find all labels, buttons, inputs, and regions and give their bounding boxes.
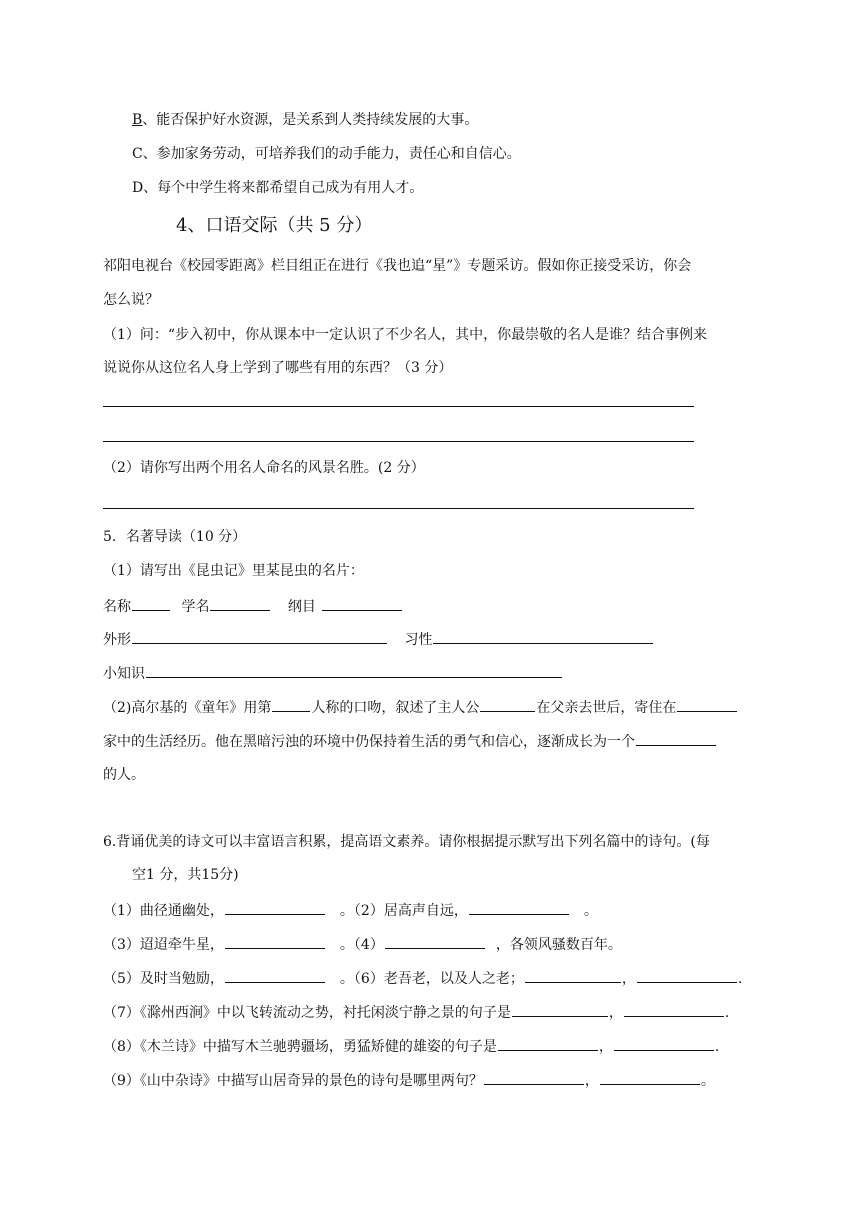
q6-intro-line1: 6.背诵优美的诗文可以丰富语言积累，提高语文素养。请你根据提示默写出下列名篇中的诗句。(每 <box>103 834 710 850</box>
grow-blank[interactable] <box>636 731 716 746</box>
q5-part2-text: 家中的生活经历。他在黑暗污浊的环境中仍保持着生活的勇气和信心，逐渐成长为一个 <box>103 734 635 750</box>
poem-blank[interactable] <box>385 934 485 949</box>
answer-line[interactable] <box>103 441 694 442</box>
q6-item-1-2 <box>103 900 598 921</box>
q6-item-5-6 <box>103 968 742 989</box>
poem-blank[interactable] <box>469 900 569 915</box>
habit-label: 习性 <box>404 632 433 648</box>
habit-blank[interactable] <box>433 629 653 644</box>
insect-card-row1 <box>103 596 403 617</box>
q4-title: 4、口语交际（共 5 分） <box>176 215 373 236</box>
q6-text: . <box>737 971 743 987</box>
q6-text: ，各领风骚数百年。 <box>495 937 622 953</box>
q6-text: （5）及时当勉励， <box>103 971 224 987</box>
shape-blank[interactable] <box>132 629 387 644</box>
protagonist-blank[interactable] <box>480 697 535 712</box>
q5-part2-line2 <box>103 731 717 752</box>
q5-part2-text: （2)高尔基的《童年》用第 <box>103 700 272 716</box>
q6-text: 。（4） <box>339 937 384 953</box>
q6-text: ， <box>621 971 636 987</box>
scientific-name-label: 学名 <box>181 599 210 615</box>
poem-blank[interactable] <box>614 1036 714 1051</box>
poem-blank[interactable] <box>225 968 325 983</box>
q4-intro-line1: 祁阳电视台《校园零距离》栏目组正在进行《我也追“星”》专题采访。假如你正接受采访，你会 <box>103 258 692 274</box>
option-d: D、每个中学生将来都希望自己成为有用人才。 <box>132 180 424 196</box>
q5-part2-line3: 的人。 <box>103 767 145 783</box>
q6-text: 。 <box>583 903 598 919</box>
order-label: 纲目 <box>287 599 316 615</box>
q4-part1-line1: （1）问：“步入初中，你从课本中一定认识了不少名人，其中，你最崇敬的名人是谁？结合事例来 <box>103 327 708 343</box>
poem-blank[interactable] <box>600 1070 700 1085</box>
poem-blank[interactable] <box>512 1002 608 1017</box>
q5-part1: （1）请写出《昆虫记》里某昆虫的名片： <box>103 563 364 579</box>
tip-blank[interactable] <box>146 663 562 678</box>
poem-blank[interactable] <box>637 968 737 983</box>
q5-part2-text: 人称的口吻，叙述了主人公 <box>311 700 480 716</box>
option-c: C、参加家务劳动，可培养我们的动手能力，责任心和自信心。 <box>132 146 521 162</box>
q4-intro-line2: 怎么说？ <box>103 292 159 308</box>
poem-blank[interactable] <box>498 1036 598 1051</box>
poem-blank[interactable] <box>225 900 325 915</box>
poem-blank[interactable] <box>525 968 621 983</box>
q5-part2-line1 <box>103 697 738 718</box>
q6-text: 。（6）老吾老，以及人之老； <box>339 971 524 987</box>
q6-text: ， <box>584 1073 599 1089</box>
person-blank[interactable] <box>272 697 310 712</box>
poem-blank[interactable] <box>624 1002 724 1017</box>
q6-item-8 <box>103 1036 719 1057</box>
q6-text: 。 <box>700 1073 715 1089</box>
family-blank[interactable] <box>677 697 737 712</box>
tip-label: 小知识 <box>103 666 145 682</box>
q6-text: （3）迢迢牵牛星， <box>103 937 224 953</box>
answer-line[interactable] <box>103 508 694 509</box>
q6-text: ， <box>598 1039 613 1055</box>
answer-line[interactable] <box>103 406 694 407</box>
option-b <box>132 110 478 130</box>
q6-text: （1）曲径通幽处， <box>103 903 224 919</box>
q6-text: 。（2）居高声自远， <box>339 903 468 919</box>
poem-blank[interactable] <box>484 1070 584 1085</box>
q5-part2-text: 在父亲去世后，寄住在 <box>536 700 677 716</box>
q6-item-9 <box>103 1070 715 1091</box>
scientific-name-blank[interactable] <box>210 596 270 611</box>
insect-card-row2 <box>103 629 654 650</box>
name-blank[interactable] <box>132 596 170 611</box>
q4-part1-line2: 说说你从这位名人身上学到了哪些有用的东西？（3 分） <box>103 360 453 376</box>
shape-label: 外形 <box>103 632 131 648</box>
q6-text: （9）《山中杂诗》中描写山居奇异的景色的诗句是哪里两句？ <box>103 1073 483 1089</box>
order-blank[interactable] <box>322 596 402 611</box>
q6-item-3-4 <box>103 934 622 955</box>
poem-blank[interactable] <box>225 934 325 949</box>
q6-text: . <box>714 1039 720 1055</box>
q6-text: ， <box>608 1005 623 1021</box>
q4-part2: （2）请你写出两个用名人命名的风景名胜。(2 分） <box>103 460 425 476</box>
q5-title: 5．名著导读（10 分） <box>103 529 247 545</box>
option-b-text: 、能否保护好水资源，是关系到人类持续发展的大事。 <box>142 112 479 128</box>
q6-text: . <box>724 1005 730 1021</box>
q6-text: （7）《滁州西涧》中以飞转流动之势，衬托闲淡宁静之景的句子是 <box>103 1005 511 1021</box>
name-label: 名称 <box>103 599 131 615</box>
option-b-letter: B <box>132 112 143 128</box>
q6-item-7 <box>103 1002 729 1023</box>
insect-card-row3 <box>103 663 563 684</box>
q6-intro-line2: 空1 分，共15分) <box>132 867 239 883</box>
q6-text: （8）《木兰诗》中描写木兰驰骋疆场，勇猛矫健的雄姿的句子是 <box>103 1039 497 1055</box>
